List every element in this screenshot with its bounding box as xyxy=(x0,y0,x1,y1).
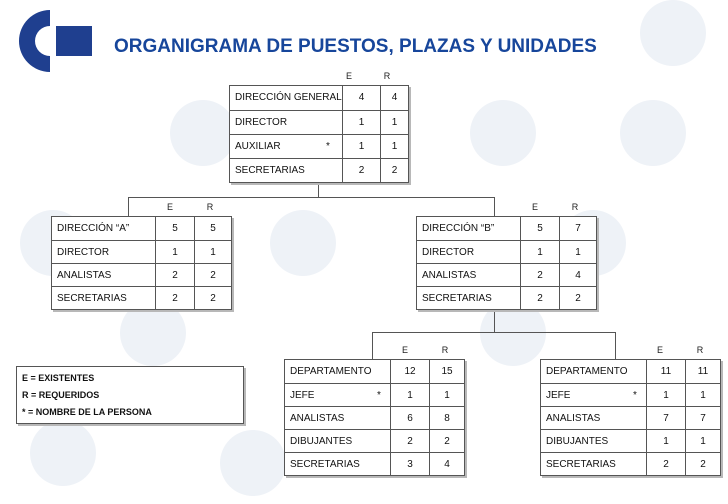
watermark-shape xyxy=(470,100,536,166)
org-box-direccion-b xyxy=(416,216,597,310)
existentes-value: 12 xyxy=(404,366,416,377)
legend-item: R = REQUERIDOS xyxy=(22,390,100,400)
legend-box xyxy=(16,366,244,424)
org-box-direccion-a xyxy=(51,216,232,310)
org-row xyxy=(417,263,596,287)
org-row xyxy=(541,429,720,453)
org-row xyxy=(417,217,596,240)
position-label: JEFE xyxy=(546,390,571,401)
header-e-label: E xyxy=(166,202,173,212)
existentes-value: 2 xyxy=(663,459,669,470)
org-row xyxy=(285,383,464,407)
org-row xyxy=(541,360,720,383)
column-divider xyxy=(194,217,195,309)
existentes-value: 5 xyxy=(537,223,543,234)
existentes-value: 6 xyxy=(407,413,413,424)
header-r-label: R xyxy=(383,71,391,81)
existentes-value: 11 xyxy=(660,366,672,377)
org-row xyxy=(230,134,408,159)
watermark-shape xyxy=(640,0,706,66)
requeridos-value: 7 xyxy=(700,413,706,424)
existentes-value: 1 xyxy=(172,247,178,258)
watermark-shape xyxy=(170,100,236,166)
column-divider xyxy=(155,217,156,309)
column-divider xyxy=(380,86,381,182)
legend-item: * = NOMBRE DE LA PERSONA xyxy=(22,407,152,417)
org-row xyxy=(230,86,408,110)
existentes-value: 4 xyxy=(358,92,365,103)
position-label: DIRECTOR xyxy=(422,247,475,258)
position-label: DEPARTAMENTO xyxy=(546,366,628,377)
column-divider xyxy=(342,86,343,182)
org-row xyxy=(417,286,596,310)
column-divider xyxy=(429,360,430,475)
requeridos-value: 1 xyxy=(575,247,581,258)
org-row xyxy=(285,406,464,430)
page-title: ORGANIGRAMA DE PUESTOS, PLAZAS Y UNIDADES xyxy=(114,36,597,57)
position-label: DIRECCIÓN GENERAL xyxy=(235,92,342,103)
existentes-value: 7 xyxy=(663,413,669,424)
requeridos-value: 2 xyxy=(391,165,398,176)
requeridos-value: 2 xyxy=(575,293,581,304)
existentes-value: 3 xyxy=(407,459,413,470)
requeridos-value: 8 xyxy=(444,413,450,424)
header-r-label: R xyxy=(441,345,449,355)
requeridos-value: 4 xyxy=(444,459,450,470)
position-label: ANALISTAS xyxy=(546,413,601,424)
person-name-marker: * xyxy=(633,390,637,401)
requeridos-value: 2 xyxy=(210,293,216,304)
org-row xyxy=(417,240,596,264)
existentes-value: 2 xyxy=(358,165,365,176)
requeridos-value: 4 xyxy=(575,270,581,281)
requeridos-value: 1 xyxy=(210,247,216,258)
org-row xyxy=(52,240,231,264)
org-row xyxy=(285,429,464,453)
requeridos-value: 1 xyxy=(700,436,706,447)
org-row xyxy=(52,286,231,310)
requeridos-value: 11 xyxy=(697,366,709,377)
existentes-value: 2 xyxy=(172,293,178,304)
existentes-value: 5 xyxy=(172,223,178,234)
org-box-departamento-2 xyxy=(540,359,721,476)
requeridos-value: 5 xyxy=(210,223,216,234)
org-row xyxy=(52,263,231,287)
org-box-departamento-1 xyxy=(284,359,465,476)
watermark-shape xyxy=(620,100,686,166)
header-e-label: E xyxy=(401,345,408,355)
org-row xyxy=(285,452,464,476)
position-label: DIRECCIÓN “B” xyxy=(422,223,495,234)
position-label: DIBUJANTES xyxy=(290,436,353,447)
existentes-value: 2 xyxy=(537,293,543,304)
existentes-value: 1 xyxy=(358,141,365,152)
existentes-value: 1 xyxy=(663,390,669,401)
position-label: SECRETARIAS xyxy=(57,293,127,304)
org-box-direccion-general xyxy=(229,85,409,183)
org-row xyxy=(230,158,408,183)
requeridos-value: 4 xyxy=(391,92,398,103)
requeridos-value: 1 xyxy=(700,390,706,401)
org-row xyxy=(541,383,720,407)
requeridos-value: 2 xyxy=(444,436,450,447)
requeridos-value: 1 xyxy=(391,141,398,152)
position-label: SECRETARIAS xyxy=(546,459,616,470)
org-row xyxy=(541,452,720,476)
requeridos-value: 1 xyxy=(391,117,398,128)
org-row xyxy=(541,406,720,430)
position-label: JEFE xyxy=(290,390,315,401)
existentes-value: 2 xyxy=(407,436,413,447)
position-label: AUXILIAR xyxy=(235,141,281,152)
position-label: SECRETARIAS xyxy=(422,293,492,304)
existentes-value: 2 xyxy=(537,270,543,281)
position-label: ANALISTAS xyxy=(290,413,345,424)
position-label: SECRETARIAS xyxy=(290,459,360,470)
position-label: DIRECTOR xyxy=(235,117,288,128)
logo-icon xyxy=(6,6,98,76)
column-divider xyxy=(520,217,521,309)
position-label: SECRETARIAS xyxy=(235,165,305,176)
header-r-label: R xyxy=(571,202,579,212)
requeridos-value: 2 xyxy=(700,459,706,470)
position-label: ANALISTAS xyxy=(422,270,477,281)
existentes-value: 1 xyxy=(358,117,365,128)
header-e-label: E xyxy=(531,202,538,212)
existentes-value: 2 xyxy=(172,270,178,281)
column-divider xyxy=(559,217,560,309)
org-row xyxy=(52,217,231,240)
header-r-label: R xyxy=(206,202,214,212)
position-label: DIRECTOR xyxy=(57,247,110,258)
legend-item: E = EXISTENTES xyxy=(22,373,95,383)
column-divider xyxy=(646,360,647,475)
org-row xyxy=(230,110,408,135)
header-r-label: R xyxy=(696,345,704,355)
header-e-label: E xyxy=(345,71,352,81)
position-label: DEPARTAMENTO xyxy=(290,366,372,377)
header-e-label: E xyxy=(656,345,663,355)
watermark-shape xyxy=(270,210,336,276)
requeridos-value: 7 xyxy=(575,223,581,234)
watermark-shape xyxy=(220,430,286,496)
position-label: ANALISTAS xyxy=(57,270,112,281)
requeridos-value: 15 xyxy=(441,366,453,377)
position-label: DIBUJANTES xyxy=(546,436,609,447)
watermark-shape xyxy=(30,420,96,486)
existentes-value: 1 xyxy=(537,247,543,258)
column-divider xyxy=(390,360,391,475)
person-name-marker: * xyxy=(377,390,381,401)
org-row xyxy=(285,360,464,383)
requeridos-value: 1 xyxy=(444,390,450,401)
requeridos-value: 2 xyxy=(210,270,216,281)
existentes-value: 1 xyxy=(407,390,413,401)
position-label: DIRECCIÓN “A” xyxy=(57,223,130,234)
existentes-value: 1 xyxy=(663,436,669,447)
person-name-marker: * xyxy=(326,141,330,152)
column-divider xyxy=(685,360,686,475)
